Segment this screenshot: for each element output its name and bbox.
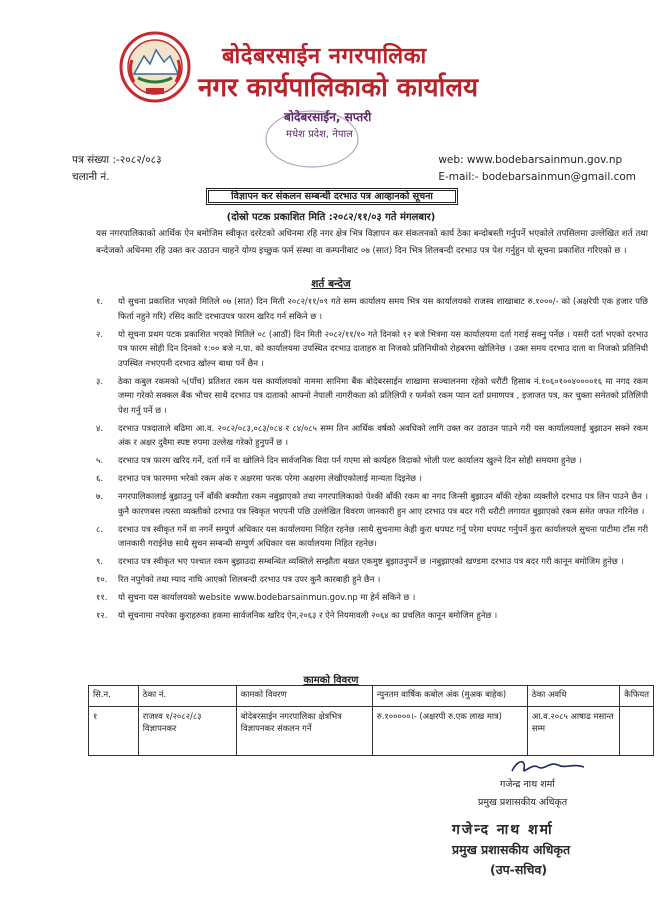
email-text: E-mail:- bodebarsainmun@gmail.com [438, 171, 636, 183]
col-header: कैफियत [620, 686, 654, 707]
col-header: न्युनतम वार्षिक कबोल अंक (मुअक बाहेक) [372, 686, 527, 707]
condition-item: ५. दरभाउ पत्र फारम खरिद गर्ने, दर्ता गर्ने वा खोलिने दिन सार्वजनिक विदा पर्न गएमा सो कार्यहरु विदाको भोली पल्ट कार्यालय खुल्ने दिन सोही समयमा हुनेछ । [96, 455, 582, 465]
condition-item: ८. दरभाउ पत्र स्वीकृत गर्ने वा नगर्ने सम्पुर्ण अधिकार यस कार्यालयमा निहित रहनेछ ।साथै सुचनामा केही कुरा थपघट गर्नु परेमा थपघट गर्नुपर्ने कुरा कार्यालयले सुचना पाटीमा टाँस गरी जानकारी गराईनेछ साथै सुचन सम्बन्धी सम्पुर्ण अधिकार यस कार्यालयमा निहित रहनेछ। [96, 523, 648, 548]
contact-block [438, 152, 636, 186]
conditions-list [96, 294, 648, 626]
condition-item: ७. नगरपालिकालाई बुझाउनु पर्ने बाँकी बक्यौता रकम नबुझाएको तथा नगरपालिकाको पेश्की बाँकी रकम बा नगद जिन्सी बुझाउन बाँकी रहेका व्यक्तीले दरभाउ पत्र लिन पाउने छैन । कुनै कारणबस त्यस्ता व्यक्तीको दरभाउ पत्र स्विकृत भएपनी पछि उल्लेखित विवरण जानकारी हुन आए दरभाउ पत्र बदर गरी धरौटी लगायत बुझाएको रकम समेत जफत गरिनेछ । [96, 491, 648, 516]
dispatch-number: चलानी नं. [72, 171, 110, 183]
notice-title: विज्ञापन कर संकलन सम्बन्धी दरभाउ पत्र आव्हानको सूचना [208, 190, 456, 203]
condition-item: ११. यो सुचना यस कार्यालयको website www.bodebarsainmun.gov.np मा हेर्न सकिने छ । [96, 592, 416, 602]
signatory-name: गजेन्द्र नाथ शर्मा [500, 779, 555, 790]
condition-item: ९. दरभाउ पत्र स्वीकृत भए पश्चात रकम बुझाउदा सम्बन्धित व्यक्तिले सम्झौता बखत एकमुष्ट बुझाउनुपर्ने छ ।नबुझाएको खण्डमा दरभाउ पत्र बदर गरी कानून बमोजिम हुनेछ । [96, 556, 624, 566]
table-row [89, 707, 654, 756]
table-cell: रु.१०००००।- (अक्षरपी रु.एक लाख मात्र) [372, 707, 527, 756]
table-cell: १ [89, 707, 139, 756]
intro-paragraph: यस नगरपालिकाको आर्थिक ऐन बमोजिम स्वीकृत दररेटको अधिनमा रहि नगर क्षेत्र भित्र विज्ञापन कर संकलनको कार्य ठेका बन्दोबस्ती गर्नुपर्ने भएकोले तपसिलमा उल्लेखित शर्त तथा बन्देजको अधिनमा रहि उक्त कर उठाउन चाहने योग्य इच्छुक फर्म संस्था वा कम्पनीबाट ०७ (सात) दिन भित्र शिलबन्दी दरभाउ पत्र पेश गर्नुहुन यो सूचना प्रकाशित गरिएको छ । [96, 229, 648, 256]
seal-designation: प्रमुख प्रशासकीय अधिकृत [452, 842, 571, 857]
office-address: बोदेबरसाईन, सप्तरी [284, 110, 372, 124]
col-header: ठेका नं. [138, 686, 236, 707]
condition-item: १०. रित नपुगेको तथा म्याद नाघि आएको शिलबन्दी दरभाउ पत्र उपर कुनै कारबाही हुने छैन । [96, 574, 381, 584]
table-cell: आ.व.२०८५ आषाढ मसान्त सम्म [527, 707, 619, 756]
publish-date: (दोस्रो पटक प्रकाशित मिति :२०८२/११/०३ गते मंगलबार) [226, 212, 436, 223]
table-cell: राजश्व १/२०८२/८३ विज्ञापनकर [138, 707, 236, 756]
condition-item: ३. ठेका कबुल रकमको ५(पाँच) प्रतिशत रकम यस कार्यालयको नाममा सानिमा बैंक बोदेबरसाईन शाखामा सञ्चालनमा रहेको धरौटी हिसाब नं.१०६०१००४००००१६ मा नगद रकम जम्मा गरेको सक्कल बैंक भौचर साथै दरभाउ पत्र दाताको आफ्नो नेपाली नागरीकता को प्रतिलिपी र फर्मको रकम प्यान दर्ता प्रमाणपत्र , इजाजत पत्र, कर चुक्ता समेतको प्रतिलिपी पेश गर्नु पर्ने छ । [96, 375, 648, 415]
notice-title-box [206, 188, 458, 205]
col-header: कामको विवरण [236, 686, 372, 707]
conditions-title: शर्त बन्देज [311, 278, 351, 290]
signatory-designation: प्रमुख प्रशासकीय अधिकृत [478, 797, 568, 808]
signatory-block [478, 776, 567, 812]
condition-item: १. यो सुचना प्रकाशित भएको मितिले ०७ (सात) दिन मिती २०८२/११/०९ गते सम्म कार्यालय समय भित्र यस कार्यालयको राजस्व शाखाबाट रु.१०००/- को (अक्षरेपी एक हजार पछि फिर्ता नहुने गरि) रसिद काटि दरभाउपत्र फारम खरिद गर्न सकिने छ । [96, 296, 648, 321]
table-cell: बोदेबरसाईन नगरपालिका क्षेत्रभित्र विज्ञापनकर संकलन गर्ने [236, 707, 372, 756]
municipality-name: बोदेबरसाईन नगरपालिका [222, 44, 427, 69]
seal-name: गजेन्द नाथ शर्मा [452, 822, 554, 838]
table-cell [620, 707, 654, 756]
seal-rank: (उप-सचिव) [490, 862, 548, 877]
office-name: नगर कार्यपालिकाको कार्यालय [198, 73, 479, 103]
reference-block [72, 152, 162, 186]
condition-item: ४. दरभाउ पत्रदाताले बढिमा आ.व. २०८२/०८३,०८३/०८४ र ८४/०८५ सम्म तिन आर्थिक वर्षको अवधिको लागि उक्त कर उठाउन पाउने गरी यस कार्यालयलाई बुझाउन सक्ने रकम अंक र अक्षर दुवैमा स्पष्ट रुपमा उल्लेख गरेको हुनुपर्ने छ । [96, 422, 648, 447]
province-line: मधेश प्रदेश, नेपाल [286, 129, 353, 140]
nepal-emblem-icon [118, 30, 192, 104]
col-header: सि.न. [89, 686, 139, 707]
table-header-row [89, 686, 654, 707]
official-seal-block [452, 820, 570, 880]
work-table-title: कामको विवरण [303, 675, 359, 686]
condition-item: ६. दरभाउ पत्र फारममा भरेको रकम अंक र अक्षरमा फरक परेमा अक्षरमा लेखीएकोलाई मान्यता दिइनेछ । [96, 473, 422, 483]
letter-number: पत्र संख्या :-२०८२/०८३ [72, 154, 162, 166]
website-text: web: www.bodebarsainmun.gov.np [438, 154, 623, 166]
condition-item: २. यो सूचना प्रथम पटक प्रकाशित भएको मितिले ०८ (आठौं) दिन मिती २०८२/११/१० गते दिनको १२ बजे भित्रमा यस कार्यालयमा दर्ता गराई सक्नु पर्नेछ । यसरी दर्ता भएको दरभाउ पत्र फारम सोही दिन दिनको १:०० बजे न.पा. को कार्यालयमा उपस्थित दरभाउ दाताहरु वा निजको प्रतिनिधीको रोहबरमा खोलिनेछ । उक्त समय दरभाउ दाता वा निजको प्रतिनिधी उपस्थित नभएपनी दरभाउ खोल्न बाधा पर्ने छैन । [96, 328, 648, 368]
col-header: ठेका अवधि [527, 686, 619, 707]
work-table [88, 685, 654, 756]
condition-item: १२. यो सूचनामा नपरेका कुराहरुका हकमा सार्वजनिक खरिद ऐन,२०६३ र ऐने नियमावली २०६४ का प्रचलित कानून बमोजिम हुनेछ । [96, 610, 498, 620]
